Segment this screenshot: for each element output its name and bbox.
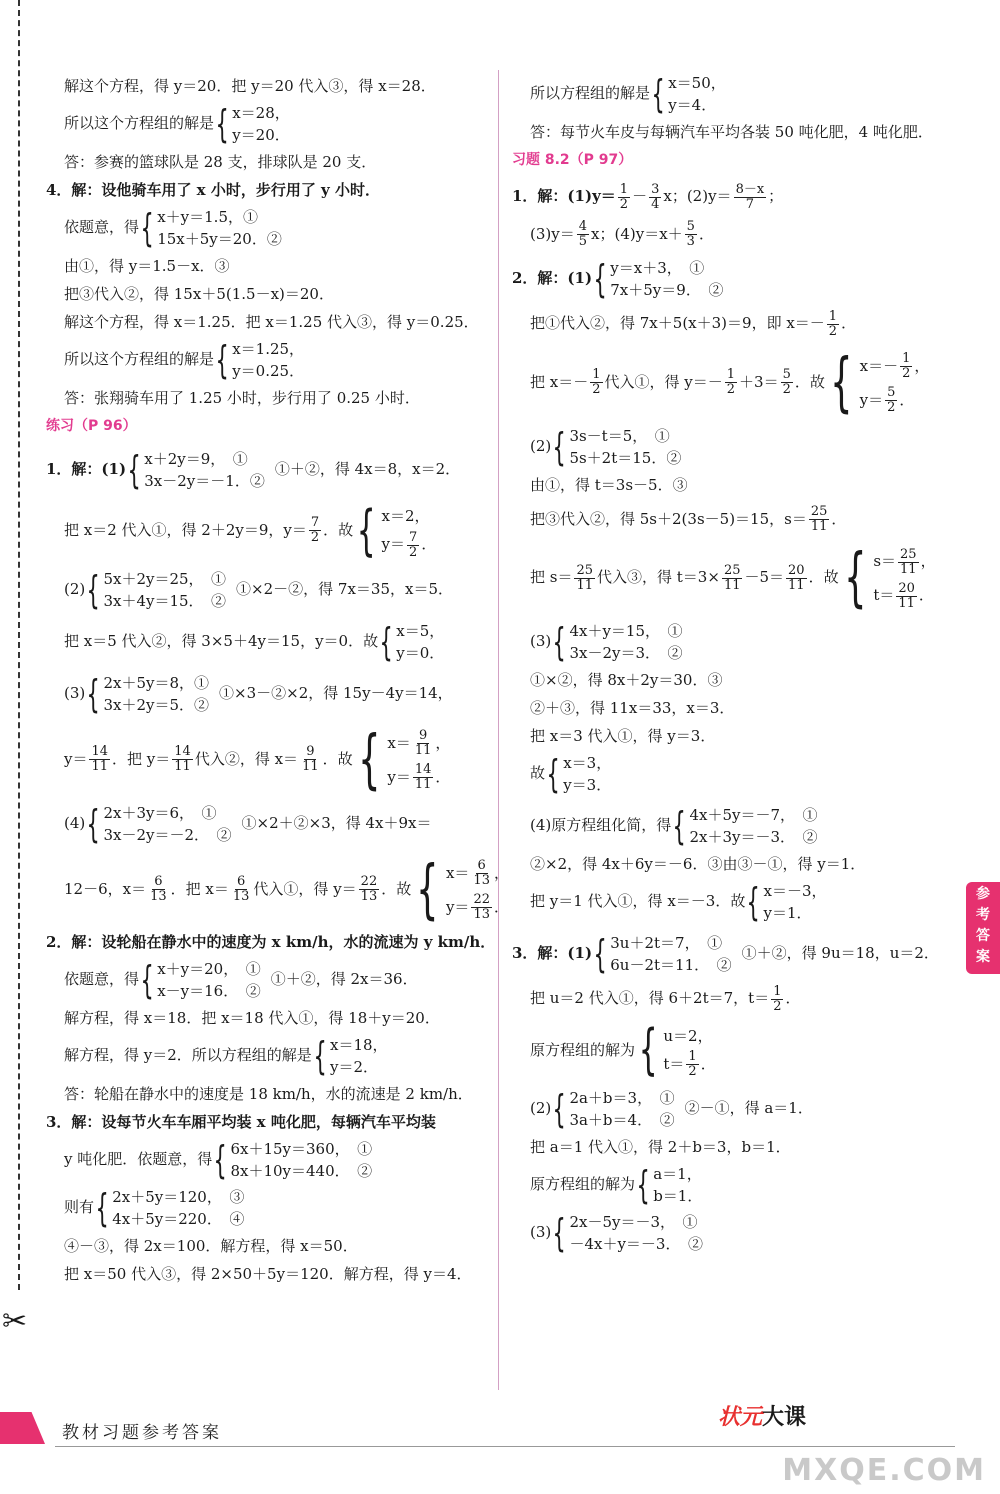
exercise-1-3: (3) { 2x＋5y＝8，① 3x＋2y＝5．② ①×3－②×2，得 15y－4y＝14， [64,671,453,716]
question-3: 3．解：设每节火车车厢平均装 x 吨化肥，每辆汽车平均装 [46,1112,436,1131]
text-line: 把 a＝1 代入①，得 2＋b＝3，b＝1． [530,1138,791,1156]
question-2: 2．解：设轮船在静水中的速度为 x km/h，水的流速为 y km/h． [46,932,496,951]
text-line: 把 x＝50 代入③，得 2×50＋5y＝120．解方程，得 y＝4． [64,1264,472,1283]
equation-system: { x＝28， y＝20． [215,102,290,146]
solution-line: 把 x＝－ $\frac{1}{2}$ 代入①，得 y＝－ $\frac{1}{2}$ ＋3＝ $\frac{5}{2}$ ．故 { x＝－ $\frac{1}{2}$ ， y＝ $\frac{5}{2}$ ． [530,345,930,420]
exercise-1: 1．解：(1)y＝ $\frac{1}{2}$ － $\frac{3}{4}$ x；(2)y＝ $\frac{8-x}{7}$ ； [512,181,784,212]
solution-line: 所以这个方程组的解是 { x＝1.25， y＝0.25． [64,338,305,382]
exercise-2-1: 2．解：(1) { y＝x＋3， ① 7x＋5y＝9． ② [512,257,724,301]
text-line: 解方程，得 x＝18．把 x＝18 代入①，得 18＋y＝20． [64,1008,440,1027]
text-line: 由①，得 y＝1.5－x．③ [64,257,230,275]
text-line: 答：参赛的篮球队是 28 支，排球队是 20 支． [64,153,377,171]
text-line: ②＋③，得 11x＝33，x＝3． [530,699,735,717]
solution-line: (3)y＝ $\frac{4}{5}$ x；(4)y＝x＋ $\frac{5}{3}$ ． [530,219,714,249]
solution-line: 把 x＝2 代入①，得 2＋2y＝9，y＝ $\frac{7}{2}$ ．故 { x＝2， y＝ $\frac{7}{2}$ ． [64,498,437,562]
text-line: 答：轮船在静水中的速度是 18 km/h，水的流速是 2 km/h． [64,1084,473,1103]
text-line: ④－③，得 2x＝100．解方程，得 x＝50． [64,1236,358,1255]
cut-line [18,0,20,1290]
solution-line: y＝ $\frac{14}{11}$ ．把 y＝ $\frac{14}{11}$ 代入②，得 x＝ $\frac{9}{11}$ ．故 { x＝ $\frac{9}{11}$ ， y＝ $\frac{14}{11}$ ． [64,722,451,797]
solution-line: 把③代入②，得 5s＋2(3s－5)＝15，s＝ $\frac{25}{11}$ ． [530,504,847,534]
solution-line: 原方程组的解为 { a＝1， b＝1． [530,1163,703,1207]
text-line: 解这个方程，得 x＝1.25．把 x＝1.25 代入③，得 y＝0.25． [64,313,479,331]
solution-line: y 吨化肥．依题意，得 { 6x＋15y＝360， ① 8x＋10y＝440． ② [64,1137,373,1182]
solution-line: 故 { x＝3， y＝3． [530,752,612,796]
solution-line: 把 s＝ $\frac{25}{11}$ 代入③，得 t＝3× $\frac{25}{11}$ －5＝ $\frac{20}{11}$ ．故 { s＝ $\frac{25}{11}$ ， t＝ $\frac{20}{11}$ ． [530,541,936,615]
equation-system: { x＝1.25， y＝0.25． [215,338,305,382]
brand-logo: 状元大课 [718,1405,807,1430]
footer-rule [55,1446,955,1447]
solution-line: 依题意，得 { x＋y＝1.5，① 15x＋5y＝20．② [64,206,282,250]
left-column [46,70,509,1288]
text-line: 解这个方程，得 y＝20．把 y＝20 代入③，得 x＝28． [64,77,436,95]
exercise-2-3: (3) { 4x＋y＝15， ① 3x－2y＝3． ② [530,620,683,664]
text-line: 把③代入②，得 15x＋5(1.5－x)＝20． [64,285,334,303]
scissors-icon: ✂ [2,1304,28,1339]
text-line: 把 x＝3 代入①，得 y＝3． [530,727,716,745]
exercise-3-3: (3) { 2x－5y＝－3， ① －4x＋y＝－3． ② [530,1211,703,1255]
text-line: 答：张翔骑车用了 1.25 小时，步行用了 0.25 小时． [64,389,420,407]
exercise-3-1: 3．解：(1) { 3u＋2t＝7， ① 6u－2t＝11． ② ①＋②，得 9u＝18，u＝2． [512,932,939,976]
section-heading: 习题 8.2（P 97） [512,152,633,168]
solution-line: 把 x＝5 代入②，得 3×5＋4y＝15，y＝0．故 { x＝5， y＝0． [64,619,445,664]
text-line: ①×②，得 8x＋2y＝30．③ [530,671,723,689]
equation-system: { x＋y＝1.5，① 15x＋5y＝20．② [140,206,282,250]
text-line: ②×2，得 4x＋6y＝－6．③由③－①，得 y＝1． [530,855,866,873]
text-line: 由①，得 t＝3s－5．③ [530,475,688,494]
right-column [512,70,952,1257]
column-divider [498,70,499,1390]
solution-line: 把 u＝2 代入①，得 6＋2t＝7，t＝ $\frac{1}{2}$ ． [530,983,801,1014]
exercise-1-4: (4) { 2x＋3y＝6， ① 3x－2y＝－2． ② ①×2＋②×3，得 4x＋9x＝ [64,801,432,846]
solution-line: 所以这个方程组的解是 { x＝28， y＝20． [64,102,290,146]
solution-line: 依题意，得 { x＋y＝20， ① x－y＝16． ② ①＋②，得 2x＝36． [64,957,418,1002]
exercise-2-2: (2) { 3s－t＝5， ① 5s＋2t＝15．② [530,424,682,469]
exercise-2-4: (4)原方程组化简，得 { 4x＋5y＝－7， ① 2x＋3y＝－3． ② [530,804,818,848]
solution-line: 把 y＝1 代入①，得 x＝－3．故 { x＝－3， y＝1． [530,880,827,924]
solution-line: 解方程，得 y＝2．所以方程组的解是 { x＝18， y＝2． [64,1033,388,1078]
text-line: 答：每节火车皮与每辆汽车平均各装 50 吨化肥，4 吨化肥． [530,123,933,141]
footer-title: 教材习题参考答案 [62,1423,222,1443]
watermark: MXQE.COM [782,1453,986,1488]
question-4: 4．解：设他骑车用了 x 小时，步行用了 y 小时． [46,181,380,199]
solution-line: 12－6，x＝ $\frac{6}{13}$ ．把 x＝ $\frac{6}{13}$ 代入①，得 y＝ $\frac{22}{13}$ ．故 { x＝ $\frac{6}{13}$ ， y＝ $\frac{22}{13}$ ． [64,852,509,927]
section-heading: 练习（P 96） [46,418,137,434]
solution-line: 把①代入②，得 7x＋5(x＋3)＝9，即 x＝－ $\frac{1}{2}$ ． [530,308,857,339]
solution-line: 原方程组的解为 { u＝2， t＝ $\frac{1}{2}$ ． [530,1018,716,1082]
exercise-3-2: (2) { 2a＋b＝3， ① 3a＋b＝4． ② ②－①，得 a＝1． [530,1087,813,1131]
footer-accent [0,1412,45,1444]
answer-tab: 参 考 答 案 [966,882,1000,974]
solution-line: 则有 { 2x＋5y＝120， ③ 4x＋5y＝220． ④ [64,1185,245,1230]
solution-line: 所以方程组的解是 { x＝50， y＝4． [530,72,726,116]
exercise-1-1: 1．解：(1) { x＋2y＝9， ① 3x－2y＝－1．② ①＋②，得 4x＝8，x＝2． [46,448,461,492]
exercise-1-2: (2) { 5x＋2y＝25， ① 3x＋4y＝15． ② ①×2－②，得 7x＝35，x＝5． [64,567,454,612]
